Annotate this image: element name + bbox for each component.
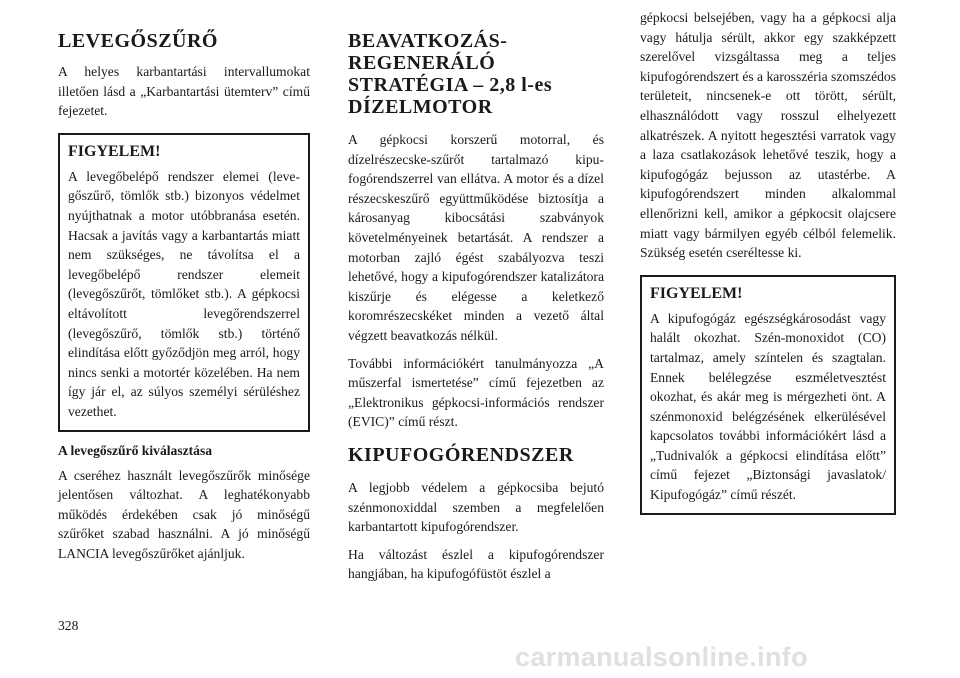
warning-title: FIGYELEM! (68, 142, 161, 160)
warning-box-air-intake (58, 133, 310, 432)
section-title-exhaust: KIPUFOGÓRENDSZER (348, 443, 574, 466)
exhaust-intro-paragraph: A legjobb védelem a gépkocsiba bejutó szénmonoxiddal szemben a megfelelően karbantartott kipufogórendszer. (348, 479, 604, 535)
subheading-filter-selection: A levegőszűrő kiválasztása (58, 442, 213, 458)
column-left (58, 30, 310, 571)
exhaust-inspection-paragraph: gépkocsi belsejében, vagy ha a gépkocsi alja vagy hátulja sérült, akkor egy szakképzett szerelővel vizsgáltassa meg a teljes kipufogórendszert és a karosszéria szomszédos területeit, nincsenek-e ott törött, sérült, elhasználódott vagy rosszul elhelyezett alkatrészek. A nyitott hegesztési varratok vagy a laza csatlakozások lehetővé teszik, hogy a kipufogógáz bejusson az utastérbe. A kipufogórendszert minden alkalommal ellenőrizni kell, amikor a gépkocsit olajcsere miatt vagy bármilyen egyéb célból felemelik. Szükség esetén cseréltesse ki. (640, 10, 896, 261)
evic-reference-paragraph: További információkért tanulmányozza „A műszerfal ismertetése” című fejezetben az „Elektronikus gépkocsi-információs rendszer (EVIC)” című részt. (348, 355, 604, 430)
selection-paragraph: A cseréhez használt levegőszűrők minősége jelentősen változhat. A leghatékonyabb működés érdekében csak jó minőségű szűrőket szabad használni. A jó minőségű LANCIA levegőszűrőket ajánljuk. (58, 467, 310, 561)
column-middle (348, 30, 604, 592)
section-title-regeneration: BEAVATKOZÁS-REGENERÁLÓ STRATÉGIA – 2,8 l-es DÍZELMOTOR (348, 30, 553, 118)
section-title-air-filter: LEVEGŐSZŰRŐ (58, 30, 218, 52)
warning-text: A kipufogógáz egészségkárosodást vagy halált okozhat. Szén-monoxidot (CO) tartalmaz, amely színtelen és szagtalan. Ennek belélegzése eszméletvesztést okozhat, és akár meg is mérgezheti önt. A szénmonoxid belégzésének elkerülésével kapcsolatos további információkért lásd a „Tudnivalók a gépkocsi elindítása előtt” című fejezet „Biztonsági javaslatok/ Kipufogógáz” című részét. (650, 310, 886, 503)
page-number: 328 (58, 618, 79, 633)
column-right (640, 8, 896, 523)
warning-box-exhaust-gas (640, 275, 896, 515)
regeneration-paragraph: A gépkocsi korszerű motorral, és dízelrészecske-szűrőt tartalmazó kipufogórendszerrel van ellátva. A motor és a dízel részecskeszűrő együttműködése biztosítja a károsanyag kibocsátási szabványok követelményeinek betartását. A rendszer a motorban zajló égést szabályozva teszi lehetővé, hogy a kipufogórendszer katalizátora kiszűrje és elégesse a keletkező koromrészecskéket minden a vezető által végzett beavatkozás nélkül. (348, 132, 604, 343)
exhaust-change-paragraph: Ha változást észlel a kipufogórendszer hangjában, ha kipufogófüstöt észlel a (348, 546, 604, 582)
intro-paragraph: A helyes karbantartási intervallumokat illetően lásd a „Karbantartási ütemterv” című fejezetet. (58, 64, 310, 119)
watermark: carmanualsonline.info (515, 642, 808, 672)
warning-title: FIGYELEM! (650, 284, 743, 302)
warning-text: A levegőbelépő rendszer elemei (levegőszűrő, tömlők stb.) bizonyos védelmet nyújthatnak a motor utóbbranása esetén. Hacsak a javítás vagy a karbantartás miatt nem szükséges, ne távolítsa el a levegőbelépő rendszer elemeit (levegőszűrőt, tömlőket stb.). A gépkocsi eltávolított levegőrendszerrel (levegőszűrő, tömlők stb.) történő elindítása előtt győződjön meg arról, hogy nincs senki a motortér közelében. Ha nem így jár el, az súlyos személyi sérüléshez vezethet. (68, 168, 300, 419)
